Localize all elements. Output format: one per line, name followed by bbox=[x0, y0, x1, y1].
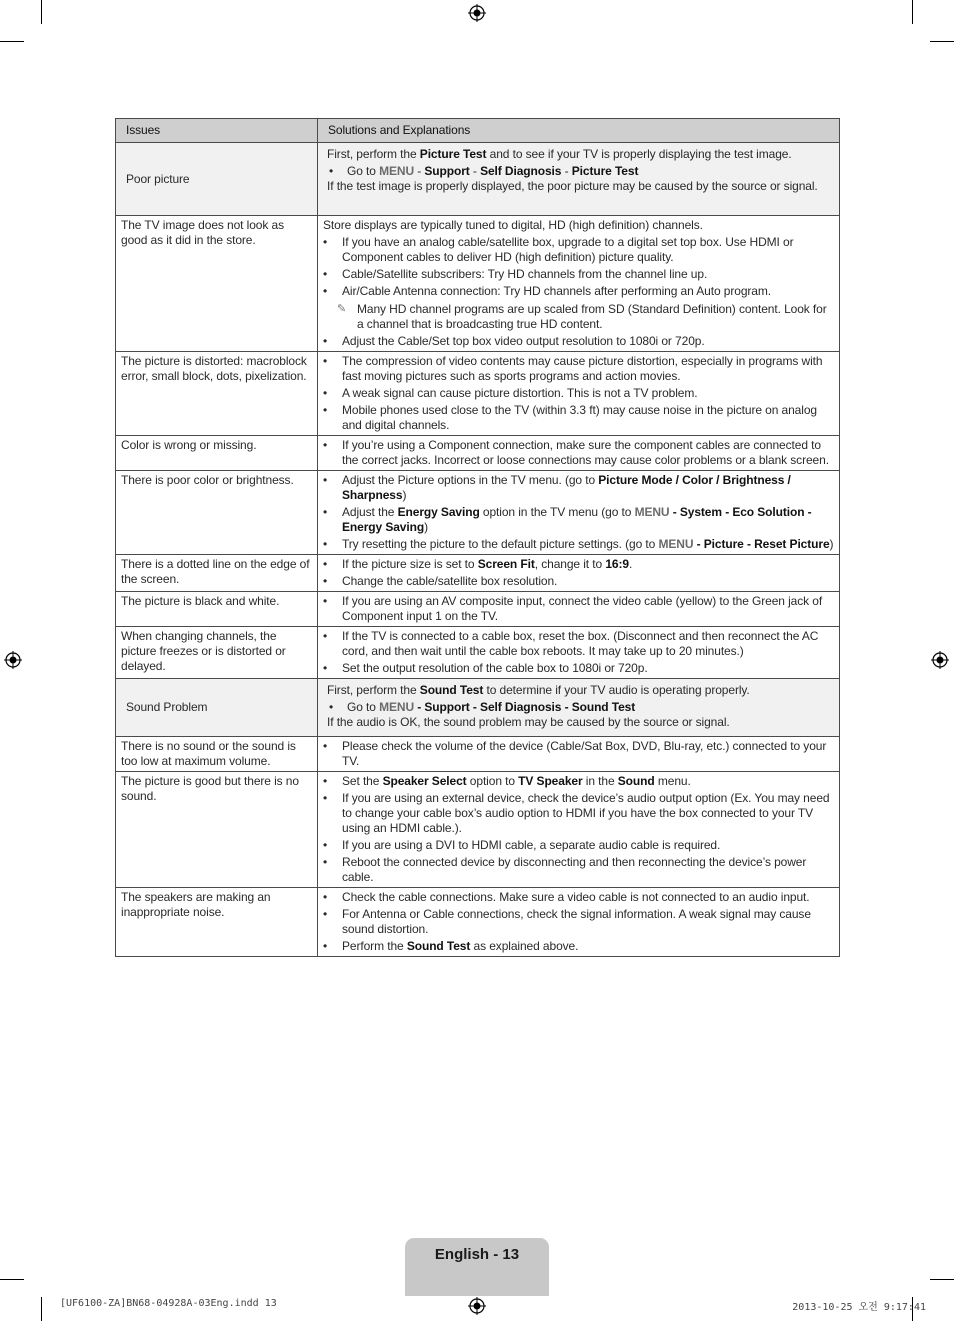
list-item: • Set the Speaker Select option to TV Speaker in the Sound menu. bbox=[323, 774, 691, 788]
issue-cell: The picture is good but there is no sound. bbox=[116, 772, 318, 888]
table-row bbox=[116, 143, 840, 216]
solution-cell bbox=[318, 471, 840, 555]
list-item: • Check the cable connections. Make sure a video cable is not connected to an audio input. bbox=[323, 890, 810, 904]
crop-mark bbox=[930, 1279, 954, 1280]
note-pencil-icon: ✎ bbox=[337, 303, 347, 315]
table-row bbox=[116, 436, 840, 471]
registration-mark-icon bbox=[4, 651, 22, 669]
solution-cell: First, perform the Sound Test to determine if your TV audio is operating properly. • Go to MENU - Support - Self Diagnosis - Sound Test If the audio is OK, the sound problem may be caused by the source or signal. bbox=[318, 679, 840, 737]
print-slug-date: 2013-10-25 오전 9:17:41 bbox=[792, 1302, 926, 1313]
list-item: • Adjust the Cable/Set top box video output resolution to 1080i or 720p. bbox=[323, 334, 705, 348]
table-header-row bbox=[116, 119, 840, 143]
list-item: • Perform the Sound Test as explained above. bbox=[323, 939, 579, 953]
column-header-issues: Issues bbox=[116, 119, 318, 143]
solution-cell bbox=[318, 772, 840, 888]
list-item: • If you’re using a Component connection, make sure the component cables are connected to the correct jacks. Incorrect or loose connections may cause color problems or a blank screen. bbox=[323, 438, 829, 467]
issue-cell: Poor picture bbox=[116, 143, 318, 216]
registration-mark-icon bbox=[468, 4, 486, 22]
list-item: • If you have an analog cable/satellite box, upgrade to a digital set top box. Use HDMI or Component cables to deliver HD (high definition) picture quality. bbox=[323, 235, 794, 264]
table-row bbox=[116, 471, 840, 555]
list-item: • Go to MENU - Support - Self Diagnosis - Picture Test bbox=[329, 164, 639, 178]
issue-cell: The picture is black and white. bbox=[116, 592, 318, 627]
list-item: • The compression of video contents may cause picture distortion, especially in programs with fast moving pictures such as sports programs and action movies. bbox=[323, 354, 823, 383]
solution-cell bbox=[318, 592, 840, 627]
page-number: English - 13 bbox=[434, 1246, 520, 1263]
solution-cell bbox=[318, 627, 840, 679]
page-number-tab bbox=[405, 1238, 549, 1296]
column-header-solutions: Solutions and Explanations bbox=[318, 119, 840, 143]
list-item: • Set the output resolution of the cable box to 1080i or 720p. bbox=[323, 661, 648, 675]
list-item: • Mobile phones used close to the TV (within 3.3 ft) may cause noise in the picture on analog and digital channels. bbox=[323, 403, 817, 432]
crop-mark bbox=[0, 1279, 24, 1280]
solution-cell bbox=[318, 436, 840, 471]
note-item: ✎ Many HD channel programs are up scaled from SD (Standard Definition) content. Look for a channel that is broadcasting true HD content. bbox=[337, 302, 827, 331]
crop-mark bbox=[912, 0, 913, 24]
list-item: • If the picture size is set to Screen Fit, change it to 16:9. bbox=[323, 557, 633, 571]
table-row bbox=[116, 772, 840, 888]
solution-cell: Store displays are typically tuned to digital, HD (high definition) channels. • If you have an analog cable/satellite box, upgrade to a digital set top box. Use HDMI or Component cables to deliver HD (high definition) picture quality. • Cable/Satellite subscribers: Try HD channels from the channel line up. • Air/Cable Antenna connection: Try HD channels after performing an Auto program. ✎ Many HD channel programs are up scaled from SD (Standard Definition) content. Look for a channel that is broadcasting true HD content. • Adjust the Cable/Set top box video output resolution to 1080i or 720p. bbox=[318, 216, 840, 352]
list-item: • Adjust the Energy Saving option in the TV menu (go to MENU - System - Eco Solution - Energy Saving) bbox=[323, 505, 812, 534]
issue-cell: There is a dotted line on the edge of the screen. bbox=[116, 555, 318, 592]
issue-cell: There is poor color or brightness. bbox=[116, 471, 318, 555]
solution-cell bbox=[318, 555, 840, 592]
solution-cell bbox=[318, 352, 840, 436]
list-item: • Please check the volume of the device (Cable/Sat Box, DVD, Blu-ray, etc.) connected to your TV. bbox=[323, 739, 827, 768]
table-row bbox=[116, 592, 840, 627]
table-row bbox=[116, 737, 840, 772]
issue-cell: The TV image does not look as good as it did in the store. bbox=[116, 216, 318, 352]
crop-mark bbox=[41, 1297, 42, 1321]
table-row bbox=[116, 352, 840, 436]
list-item: • Cable/Satellite subscribers: Try HD channels from the channel line up. bbox=[323, 267, 708, 281]
list-item: • If you are using an external device, check the device’s audio output option (Ex. You may need to change your cable box’s audio option to HDMI if you have the box connected to your TV using an HDMI cable.). bbox=[323, 791, 830, 835]
issue-cell: There is no sound or the sound is too low at maximum volume. bbox=[116, 737, 318, 772]
list-item: • If you are using a DVI to HDMI cable, a separate audio cable is required. bbox=[323, 838, 721, 852]
registration-mark-icon bbox=[468, 1297, 486, 1315]
solution-cell: First, perform the Picture Test and to see if your TV is properly displaying the test image. • Go to MENU - Support - Self Diagnosis - Picture Test If the test image is properly displayed, the poor picture may be caused by the source or signal. bbox=[318, 143, 840, 216]
issue-cell: Color is wrong or missing. bbox=[116, 436, 318, 471]
table-row bbox=[116, 679, 840, 737]
list-item: • For Antenna or Cable connections, check the signal information. A weak signal may cause sound distortion. bbox=[323, 907, 811, 936]
print-slug-file: [UF6100-ZA]BN68-04928A-03Eng.indd 13 bbox=[60, 1298, 277, 1309]
issue-cell: Sound Problem bbox=[116, 679, 318, 737]
issue-cell: When changing channels, the picture freezes or is distorted or delayed. bbox=[116, 627, 318, 679]
troubleshooting-table bbox=[115, 118, 840, 957]
solution-cell bbox=[318, 737, 840, 772]
list-item: • Try resetting the picture to the default picture settings. (go to MENU - Picture - Reset Picture) bbox=[323, 537, 834, 551]
solution-cell bbox=[318, 888, 840, 957]
list-item: • Change the cable/satellite box resolution. bbox=[323, 574, 558, 588]
list-item: • Air/Cable Antenna connection: Try HD channels after performing an Auto program. bbox=[323, 284, 772, 298]
registration-mark-icon bbox=[931, 651, 949, 669]
issue-cell: The speakers are making an inappropriate noise. bbox=[116, 888, 318, 957]
list-item: • Adjust the Picture options in the TV menu. (go to Picture Mode / Color / Brightness / Sharpness) bbox=[323, 473, 791, 502]
crop-mark bbox=[41, 0, 42, 24]
list-item: • If you are using an AV composite input, connect the video cable (yellow) to the Green jack of Component input 1 on the TV. bbox=[323, 594, 823, 623]
crop-mark bbox=[0, 41, 24, 42]
crop-mark bbox=[930, 41, 954, 42]
list-item: • A weak signal can cause picture distortion. This is not a TV problem. bbox=[323, 386, 698, 400]
issue-cell: The picture is distorted: macroblock error, small block, dots, pixelization. bbox=[116, 352, 318, 436]
list-item: • If the TV is connected to a cable box, reset the box. (Disconnect and then reconnect the AC cord, and then wait until the cable box reboots. It may take up to 20 minutes.) bbox=[323, 629, 819, 658]
table-row bbox=[116, 555, 840, 592]
list-item: • Go to MENU - Support - Self Diagnosis - Sound Test bbox=[329, 700, 636, 714]
table-row bbox=[116, 627, 840, 679]
list-item: • Reboot the connected device by disconnecting and then reconnecting the device’s power cable. bbox=[323, 855, 807, 884]
table-row bbox=[116, 216, 840, 352]
table-row bbox=[116, 888, 840, 957]
